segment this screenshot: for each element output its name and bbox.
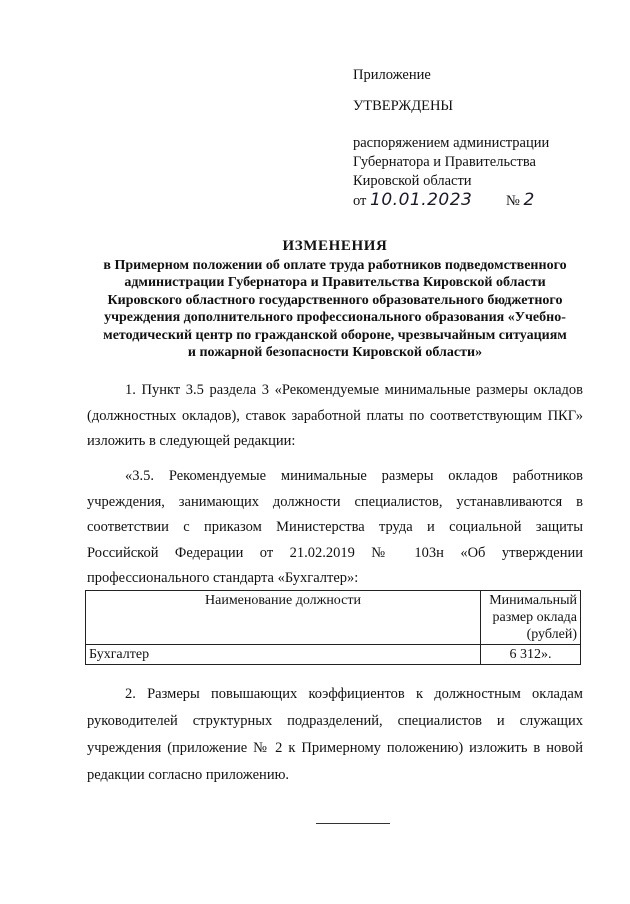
order-line-1: распоряжением администрации	[353, 135, 550, 151]
order-line-3: Кировской области	[353, 173, 472, 189]
title-line-2: администрации Губернатора и Правительства Кировской области	[124, 275, 546, 290]
table-header-row	[86, 591, 581, 645]
paragraph-1: 1. Пункт 3.5 раздела 3 «Рекомендуемые минимальные размеры окладов (должностных окладов), ставок заработной платы по соответствующим ПКГ» изложить в следующей редакции:	[87, 382, 583, 449]
approval-stamp-block	[353, 66, 593, 211]
cell-position: Бухгалтер	[86, 645, 481, 665]
paragraph-2: «3.5. Рекомендуемые минимальные размеры окладов работников учреждения, занимающих должности специалистов, устанавливаются в соответствии с приказом Министерства труда и социальной защиты Российской Федерации от 21.02.2019 № 103н «Об утверждении профессионального стандарта «Бухгалтер»:	[87, 468, 583, 586]
order-date-line	[353, 191, 593, 211]
order-line-2: Губернатора и Правительства	[353, 154, 536, 170]
header-position-name: Наименование должности	[86, 591, 481, 645]
cell-salary: 6 312».	[481, 645, 581, 665]
header-min-salary: Минимальный размер оклада (рублей)	[481, 591, 581, 645]
number-prefix: №	[506, 193, 520, 209]
paragraph-3: 2. Размеры повышающих коэффициентов к должностным окладам руководителей структурных подразделений, специалистов и служащих учреждения (приложение № 2 к Примерному положению) изложить в новой редакции согласно приложению.	[87, 686, 583, 783]
approved-label: УТВЕРЖДЕНЫ	[353, 98, 454, 114]
title-line-6: и пожарной безопасности Кировской области»	[187, 345, 483, 360]
appendix-label: Приложение	[353, 67, 431, 83]
table-row	[86, 645, 581, 665]
handwritten-date: 10.01.2023	[370, 190, 473, 210]
date-prefix: от	[353, 193, 367, 209]
title-line-1: в Примерном положении об оплате труда работников подведомственного	[103, 257, 567, 273]
closing-rule	[316, 823, 390, 824]
salary-table	[85, 590, 581, 665]
title-line-3: Кировского областного государственного образовательного бюджетного	[107, 292, 563, 308]
title-main: ИЗМЕНЕНИЯ	[282, 238, 388, 254]
handwritten-number: 2	[523, 190, 535, 210]
title-line-5: методический центр по гражданской обороне, чрезвычайным ситуациям	[103, 327, 567, 343]
document-title	[80, 238, 590, 362]
title-line-4: учреждения дополнительного профессионального образования «Учебно-	[104, 310, 566, 325]
